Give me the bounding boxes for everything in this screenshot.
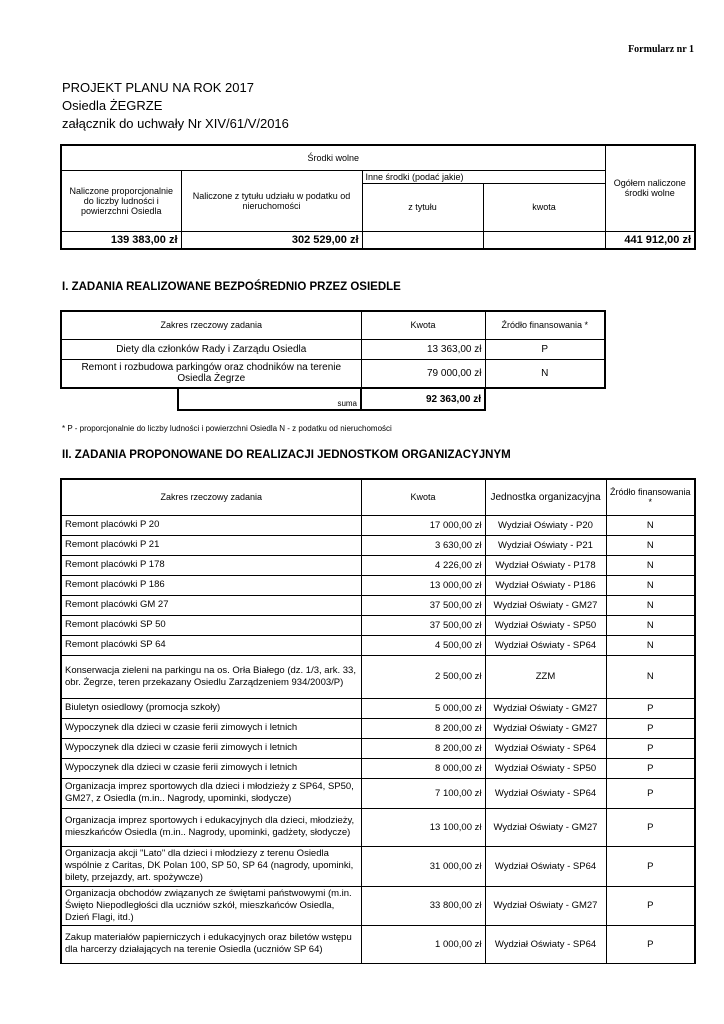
s2-row-unit: ZZM — [485, 655, 606, 698]
s2-row-scope: Remont placówki P 20 — [61, 515, 361, 535]
s2-row-scope: Remont placówki P 186 — [61, 575, 361, 595]
other-funds-header: Inne środki (podać jakie) — [362, 170, 605, 183]
s1-sum-value: 92 363,00 zł — [361, 388, 485, 410]
s2-row-source: P — [606, 808, 695, 846]
s2-row-scope: Remont placówki GM 27 — [61, 595, 361, 615]
funds-table — [60, 144, 696, 250]
s2-row-scope: Organizacja obchodów związanych ze świętami państwowymi (m.in. Święto Niepodległości dla uczniów szkół, mieszkańców Osiedla, Dzień Flagi, itd.) — [61, 886, 361, 925]
s2-row-amount: 8 200,00 zł — [361, 738, 485, 758]
s1-scope-header: Zakres rzeczowy zadania — [61, 311, 361, 339]
s2-row-scope: Organizacja imprez sportowych dla dzieci i młodzieży z SP64, SP50, GM27, z Osiedla (m.in.. Nagrody, upominki, słodycze) — [61, 778, 361, 808]
free-funds-heading: Środki wolne — [61, 145, 605, 170]
section2-table — [60, 478, 696, 964]
s2-unit-header: Jednostka organizacyjna — [485, 479, 606, 515]
s2-row-unit: Wydział Oświaty - SP64 — [485, 635, 606, 655]
table-row — [61, 615, 695, 635]
s2-row-amount: 37 500,00 zł — [361, 615, 485, 635]
s2-row-amount: 33 800,00 zł — [361, 886, 485, 925]
s2-row-source: N — [606, 635, 695, 655]
table-row — [61, 778, 695, 808]
other-title-value — [362, 231, 483, 249]
s2-row-source: P — [606, 778, 695, 808]
s2-row-amount: 5 000,00 zł — [361, 698, 485, 718]
section2-title: II. ZADANIA PROPONOWANE DO REALIZACJI JEDNOSTKOM ORGANIZACYJNYM — [62, 449, 511, 461]
form-number: Formularz nr 1 — [628, 44, 694, 55]
table-row — [61, 846, 695, 886]
table-row — [61, 555, 695, 575]
s2-row-unit: Wydział Oświaty - SP64 — [485, 738, 606, 758]
total-funds-header: Ogółem naliczone środki wolne — [605, 145, 695, 231]
property-tax-funds-header: Naliczone z tytułu udziału w podatku od nieruchomości — [181, 170, 362, 231]
s2-row-source: N — [606, 615, 695, 635]
other-amount-header: kwota — [483, 183, 605, 231]
s2-row-scope: Wypoczynek dla dzieci w czasie ferii zimowych i letnich — [61, 758, 361, 778]
s2-row-scope: Organizacja imprez sportowych i edukacyjnych dla dzieci, młodzieży, mieszkańców Osiedla (m.in.. Nagrody, upominki, gadżety, słodycze) — [61, 808, 361, 846]
s2-row-source: N — [606, 655, 695, 698]
s2-row-unit: Wydział Oświaty - P20 — [485, 515, 606, 535]
other-amount-value — [483, 231, 605, 249]
s2-row-scope: Konserwacja zieleni na parkingu na os. Orła Białego (dz. 1/3, ark. 33, obr. Żegrze, teren przekazany Osiedlu Zarządzeniem 934/2003/P) — [61, 655, 361, 698]
s1-row-amount: 13 363,00 zł — [361, 339, 485, 359]
s2-row-source: N — [606, 515, 695, 535]
s2-row-unit: Wydział Oświaty - SP50 — [485, 758, 606, 778]
table-row — [61, 698, 695, 718]
s2-row-amount: 4 500,00 zł — [361, 635, 485, 655]
table-row — [61, 575, 695, 595]
s2-row-unit: Wydział Oświaty - GM27 — [485, 886, 606, 925]
section1-table — [60, 310, 606, 389]
s1-row-scope: Remont i rozbudowa parkingów oraz chodników na terenie Osiedla Żegrze — [61, 359, 361, 388]
s2-row-unit: Wydział Oświaty - GM27 — [485, 698, 606, 718]
s2-amount-header: Kwota — [361, 479, 485, 515]
s2-row-scope: Wypoczynek dla dzieci w czasie ferii zimowych i letnich — [61, 718, 361, 738]
s2-row-source: N — [606, 575, 695, 595]
estate-name: Osiedla ŻEGRZE — [62, 98, 163, 113]
s2-row-scope: Organizacja akcji "Lato" dla dzieci i młodziezy z terenu Osiedla wspólnie z Caritas, DK Polan 100, SP 50, SP 64 (nagrody, upominki, bilety, przejazdy, art. spożywcze) — [61, 846, 361, 886]
s1-row-source: N — [485, 359, 605, 388]
other-title-header: z tytułu — [362, 183, 483, 231]
s2-row-unit: Wydział Oświaty - SP50 — [485, 615, 606, 635]
table-row — [61, 808, 695, 846]
s2-row-scope: Remont placówki P 21 — [61, 535, 361, 555]
table-row — [61, 925, 695, 963]
s2-row-source: P — [606, 925, 695, 963]
s2-row-source: N — [606, 555, 695, 575]
s1-source-header: Źródło finansowania * — [485, 311, 605, 339]
s2-scope-header: Zakres rzeczowy zadania — [61, 479, 361, 515]
table-row — [61, 886, 695, 925]
s2-row-source: P — [606, 698, 695, 718]
section1-title: I. ZADANIA REALIZOWANE BEZPOŚREDNIO PRZEZ OSIEDLE — [62, 281, 401, 293]
table-row — [61, 738, 695, 758]
s2-row-unit: Wydział Oświaty - SP64 — [485, 846, 606, 886]
s2-row-unit: Wydział Oświaty - SP64 — [485, 925, 606, 963]
s2-row-source: P — [606, 886, 695, 925]
s2-row-amount: 17 000,00 zł — [361, 515, 485, 535]
proportional-funds-value: 139 383,00 zł — [61, 231, 181, 249]
s2-row-unit: Wydział Oświaty - SP64 — [485, 778, 606, 808]
s2-row-scope: Remont placówki P 178 — [61, 555, 361, 575]
property-tax-funds-value: 302 529,00 zł — [181, 231, 362, 249]
s1-sum-label: suma — [178, 388, 361, 410]
table-row — [61, 339, 605, 359]
s2-row-source: P — [606, 738, 695, 758]
table-row — [61, 758, 695, 778]
s2-row-amount: 3 630,00 zł — [361, 535, 485, 555]
table-row — [61, 535, 695, 555]
s2-row-source: P — [606, 846, 695, 886]
s1-row-scope: Diety dla członków Rady i Zarządu Osiedla — [61, 339, 361, 359]
s2-row-unit: Wydział Oświaty - P21 — [485, 535, 606, 555]
s2-row-unit: Wydział Oświaty - GM27 — [485, 808, 606, 846]
s2-source-header: Źródło finansowania * — [606, 479, 695, 515]
s1-row-source: P — [485, 339, 605, 359]
s1-row-amount: 79 000,00 zł — [361, 359, 485, 388]
s2-row-amount: 37 500,00 zł — [361, 595, 485, 615]
s2-row-scope: Biuletyn osiedlowy (promocja szkoły) — [61, 698, 361, 718]
table-row — [61, 515, 695, 535]
table-row — [61, 595, 695, 615]
s2-row-scope: Wypoczynek dla dzieci w czasie ferii zimowych i letnich — [61, 738, 361, 758]
s2-row-scope: Zakup materiałów papierniczych i edukacyjnych oraz biletów wstępu dla harcerzy działających na terenie Osiedla (uczniów SP 64) — [61, 925, 361, 963]
s2-row-amount: 4 226,00 zł — [361, 555, 485, 575]
s2-row-source: P — [606, 758, 695, 778]
s2-row-source: N — [606, 535, 695, 555]
section1-sum-table — [177, 387, 486, 411]
s2-row-amount: 2 500,00 zł — [361, 655, 485, 698]
table-row — [61, 655, 695, 698]
s2-row-unit: Wydział Oświaty - P178 — [485, 555, 606, 575]
s2-row-scope: Remont placówki SP 64 — [61, 635, 361, 655]
total-funds-value: 441 912,00 zł — [605, 231, 695, 249]
s2-row-amount: 7 100,00 zł — [361, 778, 485, 808]
table-row — [61, 359, 605, 388]
s2-row-amount: 8 000,00 zł — [361, 758, 485, 778]
s2-row-amount: 31 000,00 zł — [361, 846, 485, 886]
proportional-funds-header: Naliczone proporcjonalnie do liczby ludności i powierzchni Osiedla — [61, 170, 181, 231]
s2-row-amount: 13 000,00 zł — [361, 575, 485, 595]
s2-row-amount: 8 200,00 zł — [361, 718, 485, 738]
s2-row-source: P — [606, 718, 695, 738]
s2-row-amount: 1 000,00 zł — [361, 925, 485, 963]
s2-row-unit: Wydział Oświaty - P186 — [485, 575, 606, 595]
s2-row-unit: Wydział Oświaty - GM27 — [485, 595, 606, 615]
plan-title: PROJEKT PLANU NA ROK 2017 — [62, 80, 254, 95]
s2-row-source: N — [606, 595, 695, 615]
resolution-reference: załącznik do uchwały Nr XIV/61/V/2016 — [62, 116, 289, 131]
funding-footnote: * P - proporcjonalnie do liczby ludności i powierzchni Osiedla N - z podatku od nieruchomości — [62, 424, 392, 433]
table-row — [61, 718, 695, 738]
s2-row-unit: Wydział Oświaty - GM27 — [485, 718, 606, 738]
table-row — [61, 635, 695, 655]
s2-row-amount: 13 100,00 zł — [361, 808, 485, 846]
s2-row-scope: Remont placówki SP 50 — [61, 615, 361, 635]
s1-amount-header: Kwota — [361, 311, 485, 339]
